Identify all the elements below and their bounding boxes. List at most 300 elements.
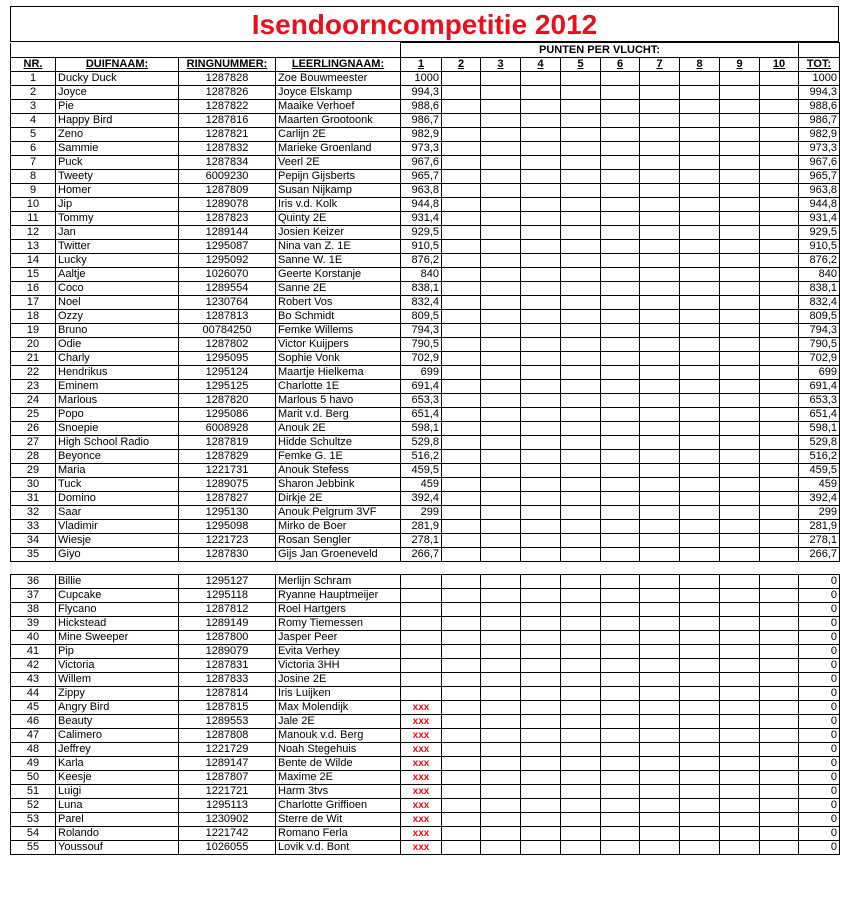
cell-flight-5 xyxy=(561,631,601,645)
cell-flight-6 xyxy=(601,338,640,352)
cell-flight-1: 691,4 xyxy=(401,380,442,394)
cell-flight-3 xyxy=(481,72,521,86)
cell-flight-2 xyxy=(442,520,481,534)
cell-flight-7 xyxy=(640,254,680,268)
cell-flight-5 xyxy=(561,436,601,450)
cell-total: 281,9 xyxy=(799,520,840,534)
table-row xyxy=(11,603,840,617)
cell-flight-8 xyxy=(680,114,720,128)
cell-nr: 25 xyxy=(11,408,56,422)
cell-flight-3 xyxy=(481,296,521,310)
cell-ring: 6008928 xyxy=(179,422,276,436)
cell-flight-3 xyxy=(481,520,521,534)
cell-flight-4 xyxy=(521,631,561,645)
cell-flight-5 xyxy=(561,729,601,743)
cell-ring: 1289149 xyxy=(179,617,276,631)
cell-nr: 27 xyxy=(11,436,56,450)
cell-nr: 29 xyxy=(11,464,56,478)
cell-flight-6 xyxy=(601,226,640,240)
cell-flight-9 xyxy=(720,296,760,310)
cell-ring: 1295098 xyxy=(179,520,276,534)
cell-total: 0 xyxy=(799,729,840,743)
cell-flight-9 xyxy=(720,757,760,771)
cell-flight-2 xyxy=(442,701,481,715)
cell-flight-3 xyxy=(481,589,521,603)
cell-flight-6 xyxy=(601,296,640,310)
cell-flight-6 xyxy=(601,715,640,729)
cell-student: Charlotte 1E xyxy=(276,380,401,394)
cell-flight-7 xyxy=(640,701,680,715)
cell-flight-4 xyxy=(521,757,561,771)
cell-flight-6 xyxy=(601,100,640,114)
cell-name: Tommy xyxy=(56,212,179,226)
cell-flight-1: xxx xyxy=(401,799,442,813)
cell-flight-6 xyxy=(601,799,640,813)
cell-flight-8 xyxy=(680,492,720,506)
col-header-flight-7: 7 xyxy=(640,58,680,72)
cell-nr: 41 xyxy=(11,645,56,659)
cell-flight-5 xyxy=(561,743,601,757)
cell-flight-1: 790,5 xyxy=(401,338,442,352)
cell-flight-5 xyxy=(561,603,601,617)
cell-flight-8 xyxy=(680,785,720,799)
table-row xyxy=(11,86,840,100)
cell-name: Lucky xyxy=(56,254,179,268)
cell-ring: 6009230 xyxy=(179,170,276,184)
cell-flight-9 xyxy=(720,100,760,114)
cell-nr: 51 xyxy=(11,785,56,799)
cell-flight-8 xyxy=(680,799,720,813)
cell-flight-2 xyxy=(442,548,481,562)
cell-flight-3 xyxy=(481,534,521,548)
cell-flight-8 xyxy=(680,198,720,212)
cell-flight-7 xyxy=(640,841,680,855)
cell-flight-1: 967,6 xyxy=(401,156,442,170)
cell-flight-6 xyxy=(601,534,640,548)
cell-student: Femke G. 1E xyxy=(276,450,401,464)
cell-name: Aaltje xyxy=(56,268,179,282)
cell-flight-2 xyxy=(442,338,481,352)
table-row xyxy=(11,142,840,156)
cell-flight-4 xyxy=(521,687,561,701)
cell-flight-2 xyxy=(442,589,481,603)
cell-flight-6 xyxy=(601,813,640,827)
cell-flight-2 xyxy=(442,380,481,394)
cell-flight-6 xyxy=(601,673,640,687)
cell-flight-10 xyxy=(760,226,799,240)
cell-flight-3 xyxy=(481,617,521,631)
cell-student: Anouk 2E xyxy=(276,422,401,436)
cell-student: Anouk Stefess xyxy=(276,464,401,478)
cell-flight-7 xyxy=(640,548,680,562)
cell-ring: 1287809 xyxy=(179,184,276,198)
cell-student: Robert Vos xyxy=(276,296,401,310)
cell-flight-6 xyxy=(601,520,640,534)
cell-flight-5 xyxy=(561,673,601,687)
cell-flight-8 xyxy=(680,813,720,827)
cell-flight-6 xyxy=(601,394,640,408)
cell-flight-10 xyxy=(760,617,799,631)
cell-flight-7 xyxy=(640,170,680,184)
cell-flight-4 xyxy=(521,603,561,617)
cell-name: Pie xyxy=(56,100,179,114)
cell-flight-7 xyxy=(640,240,680,254)
cell-flight-2 xyxy=(442,659,481,673)
cell-flight-5 xyxy=(561,240,601,254)
cell-flight-1: 529,8 xyxy=(401,436,442,450)
cell-flight-4 xyxy=(521,142,561,156)
cell-flight-6 xyxy=(601,729,640,743)
cell-flight-2 xyxy=(442,841,481,855)
cell-flight-5 xyxy=(561,408,601,422)
cell-flight-7 xyxy=(640,799,680,813)
cell-flight-5 xyxy=(561,813,601,827)
table-row xyxy=(11,212,840,226)
cell-flight-5 xyxy=(561,492,601,506)
table-row xyxy=(11,659,840,673)
cell-flight-2 xyxy=(442,310,481,324)
cell-name: Jip xyxy=(56,198,179,212)
cell-flight-5 xyxy=(561,422,601,436)
cell-ring: 1221731 xyxy=(179,464,276,478)
cell-flight-5 xyxy=(561,757,601,771)
cell-flight-5 xyxy=(561,254,601,268)
cell-flight-5 xyxy=(561,575,601,589)
table-row xyxy=(11,282,840,296)
cell-name: Charly xyxy=(56,352,179,366)
cell-flight-1: 994,3 xyxy=(401,86,442,100)
cell-flight-2 xyxy=(442,212,481,226)
cell-nr: 1 xyxy=(11,72,56,86)
cell-flight-4 xyxy=(521,268,561,282)
cell-total: 653,3 xyxy=(799,394,840,408)
cell-name: Ozzy xyxy=(56,310,179,324)
cell-name: Eminem xyxy=(56,380,179,394)
cell-flight-1: 910,5 xyxy=(401,240,442,254)
cell-flight-1: 516,2 xyxy=(401,450,442,464)
cell-flight-8 xyxy=(680,72,720,86)
cell-total: 988,6 xyxy=(799,100,840,114)
cell-flight-7 xyxy=(640,282,680,296)
cell-flight-6 xyxy=(601,687,640,701)
cell-flight-4 xyxy=(521,575,561,589)
cell-ring: 1287820 xyxy=(179,394,276,408)
cell-nr: 14 xyxy=(11,254,56,268)
cell-flight-7 xyxy=(640,645,680,659)
cell-flight-4 xyxy=(521,254,561,268)
cell-total: 794,3 xyxy=(799,324,840,338)
cell-flight-6 xyxy=(601,72,640,86)
cell-name: Willem xyxy=(56,673,179,687)
cell-flight-1: 973,3 xyxy=(401,142,442,156)
cell-flight-9 xyxy=(720,128,760,142)
col-header-flight-5: 5 xyxy=(561,58,601,72)
cell-flight-8 xyxy=(680,170,720,184)
cell-nr: 3 xyxy=(11,100,56,114)
cell-nr: 10 xyxy=(11,198,56,212)
cell-flight-8 xyxy=(680,617,720,631)
cell-total: 0 xyxy=(799,813,840,827)
cell-flight-9 xyxy=(720,534,760,548)
cell-flight-1: xxx xyxy=(401,841,442,855)
cell-ring: 1287823 xyxy=(179,212,276,226)
cell-flight-6 xyxy=(601,114,640,128)
cell-flight-10 xyxy=(760,687,799,701)
cell-flight-2 xyxy=(442,184,481,198)
cell-ring: 1221723 xyxy=(179,534,276,548)
cell-flight-7 xyxy=(640,729,680,743)
cell-flight-7 xyxy=(640,575,680,589)
cell-flight-10 xyxy=(760,436,799,450)
cell-ring: 1295118 xyxy=(179,589,276,603)
cell-flight-5 xyxy=(561,212,601,226)
cell-nr: 16 xyxy=(11,282,56,296)
cell-flight-5 xyxy=(561,156,601,170)
table-row xyxy=(11,170,840,184)
cell-flight-2 xyxy=(442,813,481,827)
cell-flight-1 xyxy=(401,673,442,687)
table-row xyxy=(11,827,840,841)
cell-total: 790,5 xyxy=(799,338,840,352)
cell-flight-2 xyxy=(442,478,481,492)
cell-flight-10 xyxy=(760,589,799,603)
table-row xyxy=(11,380,840,394)
cell-flight-1: xxx xyxy=(401,813,442,827)
table-row xyxy=(11,240,840,254)
cell-flight-7 xyxy=(640,72,680,86)
col-header-flight-2: 2 xyxy=(442,58,481,72)
cell-flight-7 xyxy=(640,352,680,366)
cell-flight-1: 278,1 xyxy=(401,534,442,548)
cell-student: Maaike Verhoef xyxy=(276,100,401,114)
cell-flight-3 xyxy=(481,198,521,212)
cell-flight-9 xyxy=(720,617,760,631)
cell-flight-2 xyxy=(442,534,481,548)
cell-flight-7 xyxy=(640,394,680,408)
cell-flight-2 xyxy=(442,799,481,813)
cell-flight-2 xyxy=(442,673,481,687)
cell-name: Joyce xyxy=(56,86,179,100)
cell-flight-7 xyxy=(640,86,680,100)
cell-flight-4 xyxy=(521,450,561,464)
cell-flight-1: 459 xyxy=(401,478,442,492)
cell-flight-1: 876,2 xyxy=(401,254,442,268)
cell-flight-7 xyxy=(640,506,680,520)
cell-flight-1: 963,8 xyxy=(401,184,442,198)
cell-ring: 1287814 xyxy=(179,687,276,701)
cell-flight-10 xyxy=(760,394,799,408)
cell-flight-4 xyxy=(521,534,561,548)
cell-ring: 1287816 xyxy=(179,114,276,128)
cell-flight-8 xyxy=(680,464,720,478)
cell-name: Ducky Duck xyxy=(56,72,179,86)
cell-ring: 1287807 xyxy=(179,771,276,785)
cell-total: 994,3 xyxy=(799,86,840,100)
cell-flight-4 xyxy=(521,520,561,534)
cell-flight-6 xyxy=(601,478,640,492)
cell-flight-6 xyxy=(601,771,640,785)
cell-flight-9 xyxy=(720,436,760,450)
cell-student: Iris v.d. Kolk xyxy=(276,198,401,212)
cell-student: Manouk v.d. Berg xyxy=(276,729,401,743)
cell-flight-2 xyxy=(442,631,481,645)
cell-flight-9 xyxy=(720,785,760,799)
cell-flight-5 xyxy=(561,282,601,296)
cell-flight-3 xyxy=(481,729,521,743)
table-row xyxy=(11,645,840,659)
cell-flight-1 xyxy=(401,603,442,617)
cell-name: Coco xyxy=(56,282,179,296)
cell-total: 651,4 xyxy=(799,408,840,422)
cell-flight-1: xxx xyxy=(401,715,442,729)
cell-flight-7 xyxy=(640,296,680,310)
cell-total: 702,9 xyxy=(799,352,840,366)
cell-flight-1: 840 xyxy=(401,268,442,282)
cell-flight-3 xyxy=(481,743,521,757)
cell-flight-2 xyxy=(442,785,481,799)
cell-flight-1: 392,4 xyxy=(401,492,442,506)
cell-flight-9 xyxy=(720,226,760,240)
cell-flight-7 xyxy=(640,142,680,156)
cell-flight-7 xyxy=(640,631,680,645)
cell-ring: 1287815 xyxy=(179,701,276,715)
cell-nr: 45 xyxy=(11,701,56,715)
cell-flight-7 xyxy=(640,771,680,785)
cell-ring: 1287834 xyxy=(179,156,276,170)
table-row xyxy=(11,464,840,478)
cell-flight-9 xyxy=(720,86,760,100)
cell-flight-9 xyxy=(720,603,760,617)
cell-student: Ryanne Hauptmeijer xyxy=(276,589,401,603)
cell-total: 392,4 xyxy=(799,492,840,506)
table-row xyxy=(11,687,840,701)
col-header-ring: RINGNUMMER: xyxy=(179,58,276,72)
cell-flight-8 xyxy=(680,338,720,352)
cell-flight-7 xyxy=(640,673,680,687)
cell-flight-1: 982,9 xyxy=(401,128,442,142)
table-row xyxy=(11,743,840,757)
table-row xyxy=(11,799,840,813)
cell-flight-6 xyxy=(601,198,640,212)
cell-flight-1: 832,4 xyxy=(401,296,442,310)
cell-nr: 6 xyxy=(11,142,56,156)
cell-flight-10 xyxy=(760,645,799,659)
cell-ring: 1289147 xyxy=(179,757,276,771)
cell-total: 0 xyxy=(799,589,840,603)
cell-flight-2 xyxy=(442,296,481,310)
cell-student: Bente de Wilde xyxy=(276,757,401,771)
cell-nr: 8 xyxy=(11,170,56,184)
cell-ring: 1287819 xyxy=(179,436,276,450)
cell-flight-1: 986,7 xyxy=(401,114,442,128)
cell-flight-3 xyxy=(481,645,521,659)
cell-name: Hickstead xyxy=(56,617,179,631)
cell-total: 809,5 xyxy=(799,310,840,324)
cell-student: Femke Willems xyxy=(276,324,401,338)
cell-ring: 1295113 xyxy=(179,799,276,813)
cell-flight-6 xyxy=(601,352,640,366)
cell-flight-6 xyxy=(601,757,640,771)
cell-flight-8 xyxy=(680,254,720,268)
cell-total: 944,8 xyxy=(799,198,840,212)
cell-nr: 17 xyxy=(11,296,56,310)
cell-student: Anouk Pelgrum 3VF xyxy=(276,506,401,520)
cell-flight-2 xyxy=(442,771,481,785)
cell-flight-3 xyxy=(481,548,521,562)
cell-total: 838,1 xyxy=(799,282,840,296)
table-row xyxy=(11,128,840,142)
cell-flight-10 xyxy=(760,86,799,100)
cell-flight-3 xyxy=(481,575,521,589)
cell-flight-10 xyxy=(760,240,799,254)
cell-flight-3 xyxy=(481,422,521,436)
cell-flight-1 xyxy=(401,617,442,631)
cell-flight-8 xyxy=(680,380,720,394)
cell-name: Beyonce xyxy=(56,450,179,464)
cell-flight-9 xyxy=(720,394,760,408)
cell-flight-6 xyxy=(601,240,640,254)
cell-student: Josine 2E xyxy=(276,673,401,687)
cell-flight-4 xyxy=(521,282,561,296)
cell-flight-9 xyxy=(720,575,760,589)
col-header-flight-9: 9 xyxy=(720,58,760,72)
cell-nr: 9 xyxy=(11,184,56,198)
col-header-flight-4: 4 xyxy=(521,58,561,72)
cell-flight-6 xyxy=(601,422,640,436)
cell-flight-3 xyxy=(481,785,521,799)
table-row xyxy=(11,785,840,799)
cell-nr: 7 xyxy=(11,156,56,170)
cell-flight-2 xyxy=(442,757,481,771)
col-header-flight-3: 3 xyxy=(481,58,521,72)
cell-flight-8 xyxy=(680,86,720,100)
cell-flight-4 xyxy=(521,128,561,142)
cell-flight-8 xyxy=(680,701,720,715)
cell-flight-3 xyxy=(481,408,521,422)
table-row xyxy=(11,771,840,785)
cell-flight-8 xyxy=(680,240,720,254)
table-row xyxy=(11,114,840,128)
cell-flight-4 xyxy=(521,673,561,687)
cell-flight-7 xyxy=(640,827,680,841)
cell-flight-8 xyxy=(680,478,720,492)
cell-name: Calimero xyxy=(56,729,179,743)
points-group-header-row xyxy=(11,43,840,58)
cell-flight-4 xyxy=(521,785,561,799)
cell-flight-1 xyxy=(401,589,442,603)
table-row xyxy=(11,324,840,338)
cell-flight-9 xyxy=(720,156,760,170)
cell-flight-9 xyxy=(720,408,760,422)
cell-name: Wiesje xyxy=(56,534,179,548)
cell-flight-8 xyxy=(680,184,720,198)
cell-flight-5 xyxy=(561,827,601,841)
cell-student: Iris Luijken xyxy=(276,687,401,701)
cell-flight-1: xxx xyxy=(401,785,442,799)
cell-flight-5 xyxy=(561,464,601,478)
cell-student: Harm 3tvs xyxy=(276,785,401,799)
cell-flight-8 xyxy=(680,729,720,743)
cell-flight-6 xyxy=(601,170,640,184)
cell-flight-2 xyxy=(442,464,481,478)
cell-flight-7 xyxy=(640,659,680,673)
cell-name: Marlous xyxy=(56,394,179,408)
cell-flight-6 xyxy=(601,310,640,324)
cell-flight-6 xyxy=(601,589,640,603)
cell-flight-10 xyxy=(760,142,799,156)
cell-total: 0 xyxy=(799,715,840,729)
cell-flight-3 xyxy=(481,394,521,408)
